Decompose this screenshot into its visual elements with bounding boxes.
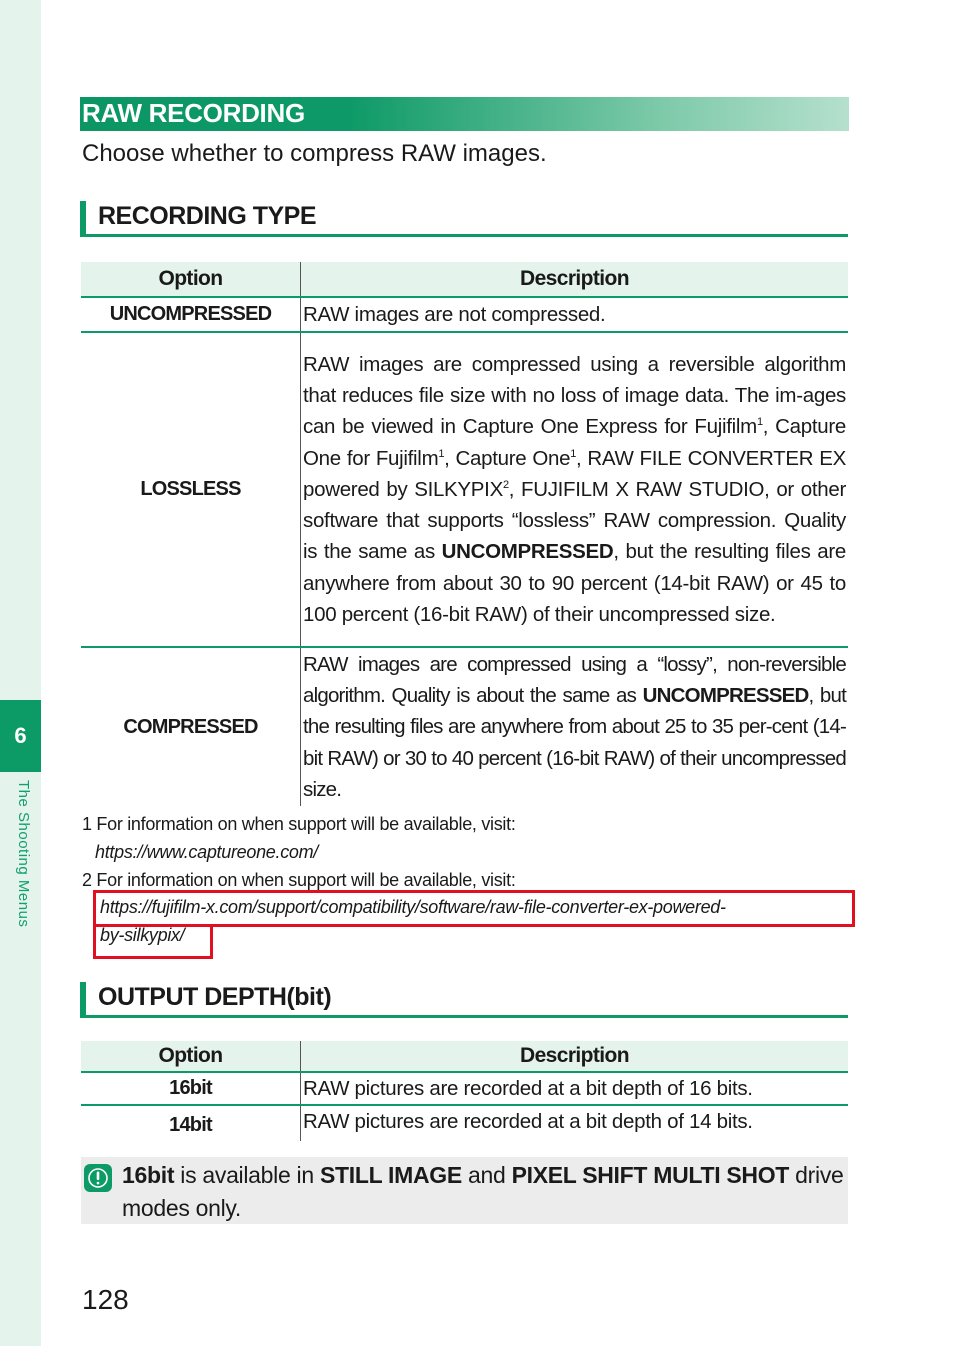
- option-uncompressed: UNCOMPRESSED: [81, 297, 301, 332]
- footnote-ref: 1: [438, 447, 445, 460]
- bold-option-ref: UNCOMPRESSED: [642, 684, 809, 708]
- footnote-2-link-line1[interactable]: https://fujifilm-x.com/support/compatibility/software/raw-file-converter-ex-powered-: [100, 897, 726, 917]
- description-uncompressed: RAW images are not compressed.: [301, 297, 849, 332]
- table-row-lossless: [81, 332, 848, 647]
- option-compressed: COMPRESSED: [123, 715, 258, 738]
- column-header-description: Description: [301, 1041, 849, 1072]
- desc-text: , but the resulting files are anywhere from about 30 to 90 percent (14-bit RAW) or 45 to 100 percent (16-bit RAW) of their uncompressed size.: [303, 540, 846, 626]
- desc-text: , Capture One: [444, 446, 571, 470]
- column-header-description: Description: [301, 262, 849, 297]
- desc-text: , FUJIFILM X RAW STUDIO, or other software that supports “lossless” RAW compression. Quality is the same as: [303, 477, 846, 564]
- table-header-row: [81, 262, 848, 297]
- table-header-row: [81, 1041, 848, 1072]
- note-text: [122, 1159, 844, 1225]
- desc-text: , but the resulting files are anywhere from about 25 to 35 per-cent (14-bit RAW) or 30 to 40 percent (16-bit RAW) of their uncompressed size.: [303, 684, 847, 801]
- footnote-ref: 2: [502, 479, 509, 492]
- caution-icon: [84, 1164, 112, 1192]
- note-plain: is available in: [174, 1162, 320, 1188]
- option-14bit: 14bit: [169, 1114, 212, 1137]
- table-row-14bit: [81, 1105, 848, 1141]
- table-row-compressed: [81, 647, 848, 806]
- recording-type-heading-text: RECORDING TYPE: [98, 202, 317, 230]
- chapter-number: 6: [14, 723, 27, 748]
- footnote-ref: 1: [570, 447, 577, 460]
- description-16bit: RAW pictures are recorded at a bit depth of 16 bits.: [301, 1072, 849, 1105]
- bold-option-ref: UNCOMPRESSED: [441, 540, 614, 564]
- desc-text: , Capture One for Fujifilm: [303, 415, 846, 470]
- chapter-label: The Shooting Menus: [15, 780, 32, 928]
- page-number: 128: [82, 1284, 129, 1315]
- table-row-16bit: [81, 1072, 848, 1105]
- note-bold: STILL IMAGE: [319, 1162, 462, 1188]
- recording-type-heading: [80, 201, 848, 237]
- table-row-uncompressed: [81, 297, 848, 332]
- recording-type-table: [81, 262, 848, 806]
- output-depth-heading: [80, 982, 848, 1018]
- link-highlight-box-continuation: [93, 924, 213, 959]
- description-compressed: [301, 647, 849, 806]
- footnote-2: 2 For information on when support will be available, visit:: [82, 870, 516, 890]
- option-lossless: LOSSLESS: [81, 332, 301, 647]
- footnote-1: 1 For information on when support will be available, visit:: [82, 814, 516, 834]
- desc-text: , RAW FILE CONVERTER EX powered by SILKYPIX: [303, 446, 846, 501]
- description-14bit: RAW pictures are recorded at a bit depth of 14 bits.: [301, 1105, 849, 1141]
- footnote-ref: 1: [756, 416, 763, 429]
- section-banner: [80, 97, 849, 131]
- footnote-2-link-line2[interactable]: by-silkypix/: [100, 925, 185, 945]
- desc-text: RAW images are compressed using a reversible algorithm that reduces file size with no loss of image data. The im-ages can be viewed in Capture One Express for Fujifilm: [303, 353, 846, 439]
- section-title: RAW RECORDING: [82, 98, 305, 128]
- note-plain: drive modes only.: [122, 1162, 844, 1221]
- note-bold: 16bit: [122, 1162, 175, 1188]
- chapter-tab[interactable]: [0, 700, 41, 772]
- footnote-1-link[interactable]: https://www.captureone.com/: [95, 842, 319, 862]
- description-lossless: [301, 332, 849, 647]
- column-header-option: Option: [81, 1041, 301, 1072]
- output-depth-table: [81, 1041, 848, 1141]
- column-header-option: Option: [81, 262, 301, 297]
- desc-text: RAW images are compressed using a “lossy”, non-reversible algorithm. Quality is about the same as: [303, 652, 846, 708]
- option-16bit: 16bit: [81, 1072, 301, 1105]
- note-box: [81, 1157, 848, 1224]
- side-strip: [0, 0, 41, 1346]
- output-depth-heading-text: OUTPUT DEPTH(bit): [98, 983, 332, 1011]
- section-intro: Choose whether to compress RAW images.: [82, 140, 547, 167]
- link-highlight-box: [93, 890, 855, 927]
- note-bold: PIXEL SHIFT MULTI SHOT: [511, 1162, 790, 1188]
- note-plain: and: [461, 1162, 512, 1188]
